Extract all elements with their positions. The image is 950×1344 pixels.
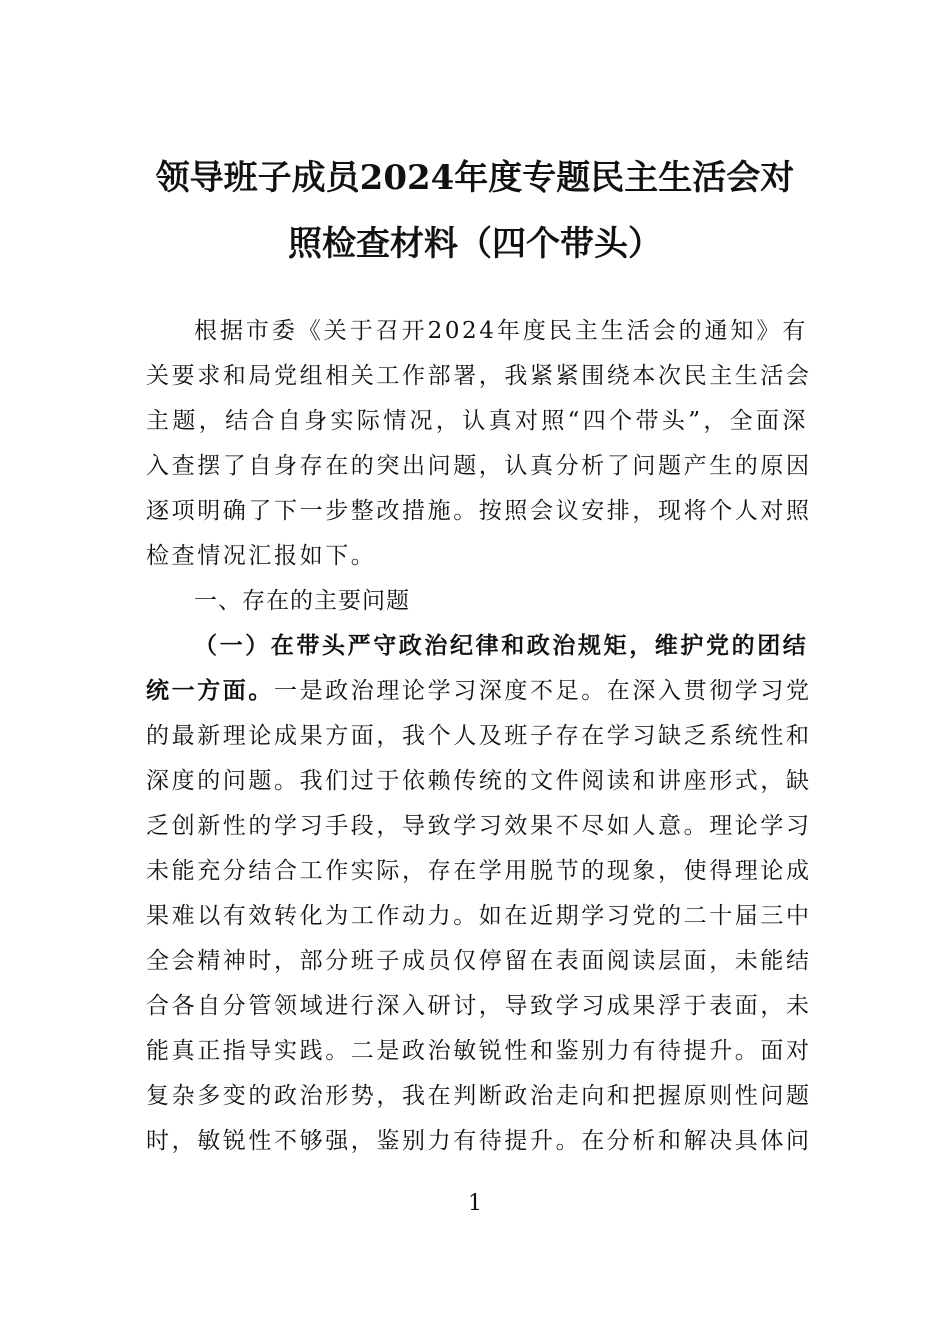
intro-line: 检查情况汇报如下。 [146,543,377,569]
intro-line: 主题，结合自身实际情况，认真对照“四个带头”，全面深 [146,408,808,434]
body-line: 复杂多变的政治形势，我在判断政治走向和把握原则性问题 [146,1083,812,1109]
body-line: 时，敏锐性不够强，鉴别力有待提升。在分析和解决具体问 [146,1128,812,1154]
intro-line: 关要求和局党组相关工作部署，我紧紧围绕本次民主生活会 [146,363,812,389]
body-line: 能真正指导实践。二是政治敏锐性和鉴别力有待提升。面对 [146,1038,812,1064]
body-line: 果难以有效转化为工作动力。如在近期学习党的二十届三中 [146,903,812,929]
intro-line: 逐项明确了下一步整改措施。按照会议安排，现将个人对照 [146,498,812,524]
body-line: 未能充分结合工作实际，存在学用脱节的现象，使得理论成 [146,858,812,884]
subsection-heading-tail: 统一方面。 [146,677,274,704]
body-line: 全会精神时，部分班子成员仅停留在表面阅读层面，未能结 [146,948,812,974]
subsection-heading: （一）在带头严守政治纪律和政治规矩，维护党的团结 [194,632,809,659]
body-line: 合各自分管领域进行深入研讨，导致学习成果浮于表面，未 [146,993,812,1019]
intro-line: 入查摆了自身存在的突出问题，认真分析了问题产生的原因 [146,453,812,479]
section-heading: 一、存在的主要问题 [194,588,410,614]
body-line [146,676,812,706]
body-line: 深度的问题。我们过于依赖传统的文件阅读和讲座形式，缺 [146,768,812,794]
body-line: 的最新理论成果方面，我个人及班子存在学习缺乏系统性和 [146,723,812,749]
document-title-line-1: 领导班子成员2024年度专题民主生活会对 [155,158,795,198]
body-text: 一是政治理论学习深度不足。在深入贯彻学习党 [274,678,812,704]
body-line: 乏创新性的学习手段，导致学习效果不尽如人意。理论学习 [146,813,812,839]
page-number: 1 [468,1191,482,1216]
intro-line: 根据市委《关于召开2024年度民主生活会的通知》有 [194,318,808,344]
document-title-line-2: 照检查材料（四个带头） [288,224,662,264]
